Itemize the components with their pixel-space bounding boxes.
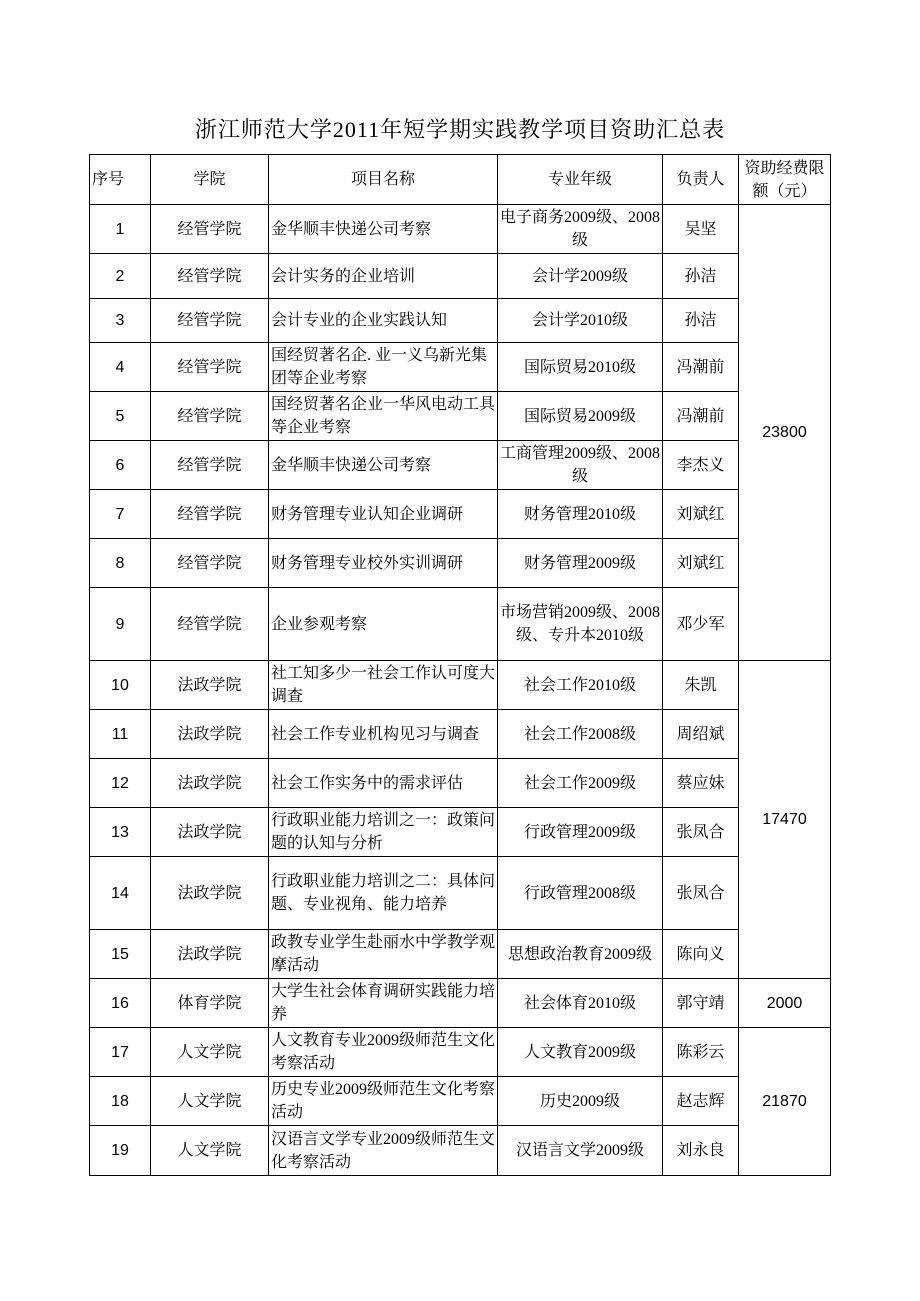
project-name-cell: 会计专业的企业实践认知 [269,299,498,343]
project-name-cell: 社工知多少一社会工作认可度大调查 [269,661,498,710]
college-cell: 法政学院 [151,661,269,710]
project-name-cell: 财务管理专业认知企业调研 [269,490,498,539]
major-year-cell: 行政管理2009级 [498,808,663,857]
row-number: 1 [90,205,151,254]
row-number: 5 [90,392,151,441]
college-cell: 体育学院 [151,979,269,1028]
table-row [90,392,831,441]
college-cell: 经管学院 [151,490,269,539]
table-row [90,588,831,661]
major-year-cell: 会计学2010级 [498,299,663,343]
college-cell: 人文学院 [151,1028,269,1077]
table-row [90,539,831,588]
major-year-cell: 汉语言文学2009级 [498,1126,663,1176]
row-number: 17 [90,1028,151,1077]
college-cell: 经管学院 [151,392,269,441]
leader-cell: 周绍斌 [663,710,739,759]
project-name-cell: 人文教育专业2009级师范生文化考察活动 [269,1028,498,1077]
header-major-year: 专业年级 [498,155,663,205]
leader-cell: 刘斌红 [663,539,739,588]
header-college: 学院 [151,155,269,205]
project-name-cell: 大学生社会体育调研实践能力培养 [269,979,498,1028]
row-number: 12 [90,759,151,808]
college-cell: 人文学院 [151,1126,269,1176]
major-year-cell: 行政管理2008级 [498,857,663,930]
table-row [90,759,831,808]
major-year-cell: 历史2009级 [498,1077,663,1126]
project-name-cell: 金华顺丰快递公司考察 [269,205,498,254]
project-name-cell: 社会工作实务中的需求评估 [269,759,498,808]
project-name-cell: 企业参观考察 [269,588,498,661]
table-row [90,1077,831,1126]
row-number: 10 [90,661,151,710]
project-name-cell: 财务管理专业校外实训调研 [269,539,498,588]
project-name-cell: 行政职业能力培训之一：政策问题的认知与分析 [269,808,498,857]
row-number: 16 [90,979,151,1028]
leader-cell: 孙洁 [663,299,739,343]
table-row [90,254,831,299]
table-row [90,979,831,1028]
table-row [90,205,831,254]
table-row [90,661,831,710]
row-number: 6 [90,441,151,490]
college-cell: 经管学院 [151,254,269,299]
project-name-cell: 政教专业学生赴丽水中学教学观摩活动 [269,930,498,979]
college-cell: 经管学院 [151,588,269,661]
table-row [90,490,831,539]
table-row [90,1126,831,1176]
row-number: 11 [90,710,151,759]
header-project: 项目名称 [269,155,498,205]
row-number: 3 [90,299,151,343]
college-cell: 法政学院 [151,808,269,857]
row-number: 8 [90,539,151,588]
table-row [90,1028,831,1077]
major-year-cell: 人文教育2009级 [498,1028,663,1077]
table-row [90,930,831,979]
row-number: 9 [90,588,151,661]
major-year-cell: 财务管理2010级 [498,490,663,539]
project-name-cell: 国经贸著名企业一华风电动工具等企业考察 [269,392,498,441]
leader-cell: 刘斌红 [663,490,739,539]
leader-cell: 陈彩云 [663,1028,739,1077]
row-number: 18 [90,1077,151,1126]
college-cell: 法政学院 [151,759,269,808]
leader-cell: 刘永良 [663,1126,739,1176]
row-number: 2 [90,254,151,299]
row-number: 4 [90,343,151,392]
major-year-cell: 电子商务2009级、2008级 [498,205,663,254]
table-header-row [90,155,831,205]
major-year-cell: 国际贸易2010级 [498,343,663,392]
major-year-cell: 社会工作2010级 [498,661,663,710]
leader-cell: 蔡应妹 [663,759,739,808]
major-year-cell: 会计学2009级 [498,254,663,299]
major-year-cell: 工商管理2009级、2008级 [498,441,663,490]
major-year-cell: 市场营销2009级、2008级、专升本2010级 [498,588,663,661]
funding-cell: 2000 [739,979,831,1028]
college-cell: 经管学院 [151,299,269,343]
college-cell: 法政学院 [151,857,269,930]
leader-cell: 冯潮前 [663,392,739,441]
leader-cell: 吴坚 [663,205,739,254]
project-name-cell: 国经贸著名企. 业一义乌新光集团等企业考察 [269,343,498,392]
college-cell: 法政学院 [151,710,269,759]
row-number: 15 [90,930,151,979]
row-number: 14 [90,857,151,930]
college-cell: 经管学院 [151,343,269,392]
table-row [90,808,831,857]
leader-cell: 李杰义 [663,441,739,490]
header-number: 序号 [90,155,151,205]
row-number: 7 [90,490,151,539]
project-name-cell: 社会工作专业机构见习与调查 [269,710,498,759]
leader-cell: 朱凯 [663,661,739,710]
project-name-cell: 行政职业能力培训之二：具体问题、专业视角、能力培养 [269,857,498,930]
leader-cell: 张凤合 [663,808,739,857]
project-name-cell: 会计实务的企业培训 [269,254,498,299]
college-cell: 人文学院 [151,1077,269,1126]
table-row [90,857,831,930]
college-cell: 经管学院 [151,539,269,588]
table-row [90,299,831,343]
college-cell: 经管学院 [151,441,269,490]
major-year-cell: 社会体育2010级 [498,979,663,1028]
funding-cell: 17470 [739,661,831,979]
funding-summary-table [89,154,831,1176]
major-year-cell: 财务管理2009级 [498,539,663,588]
major-year-cell: 社会工作2008级 [498,710,663,759]
table-row [90,710,831,759]
row-number: 19 [90,1126,151,1176]
college-cell: 法政学院 [151,930,269,979]
major-year-cell: 国际贸易2009级 [498,392,663,441]
project-name-cell: 金华顺丰快递公司考察 [269,441,498,490]
college-cell: 经管学院 [151,205,269,254]
leader-cell: 孙洁 [663,254,739,299]
header-leader: 负责人 [663,155,739,205]
leader-cell: 冯潮前 [663,343,739,392]
table-row [90,441,831,490]
major-year-cell: 思想政治教育2009级 [498,930,663,979]
leader-cell: 赵志辉 [663,1077,739,1126]
table-row [90,343,831,392]
project-name-cell: 汉语言文学专业2009级师范生文化考察活动 [269,1126,498,1176]
major-year-cell: 社会工作2009级 [498,759,663,808]
leader-cell: 邓少军 [663,588,739,661]
leader-cell: 张凤合 [663,857,739,930]
project-name-cell: 历史专业2009级师范生文化考察活动 [269,1077,498,1126]
row-number: 13 [90,808,151,857]
funding-cell: 21870 [739,1028,831,1176]
header-funding: 资助经费限额（元） [739,155,831,205]
leader-cell: 郭守靖 [663,979,739,1028]
leader-cell: 陈向义 [663,930,739,979]
funding-cell: 23800 [739,205,831,661]
document-title: 浙江师范大学2011年短学期实践教学项目资助汇总表 [194,117,726,142]
